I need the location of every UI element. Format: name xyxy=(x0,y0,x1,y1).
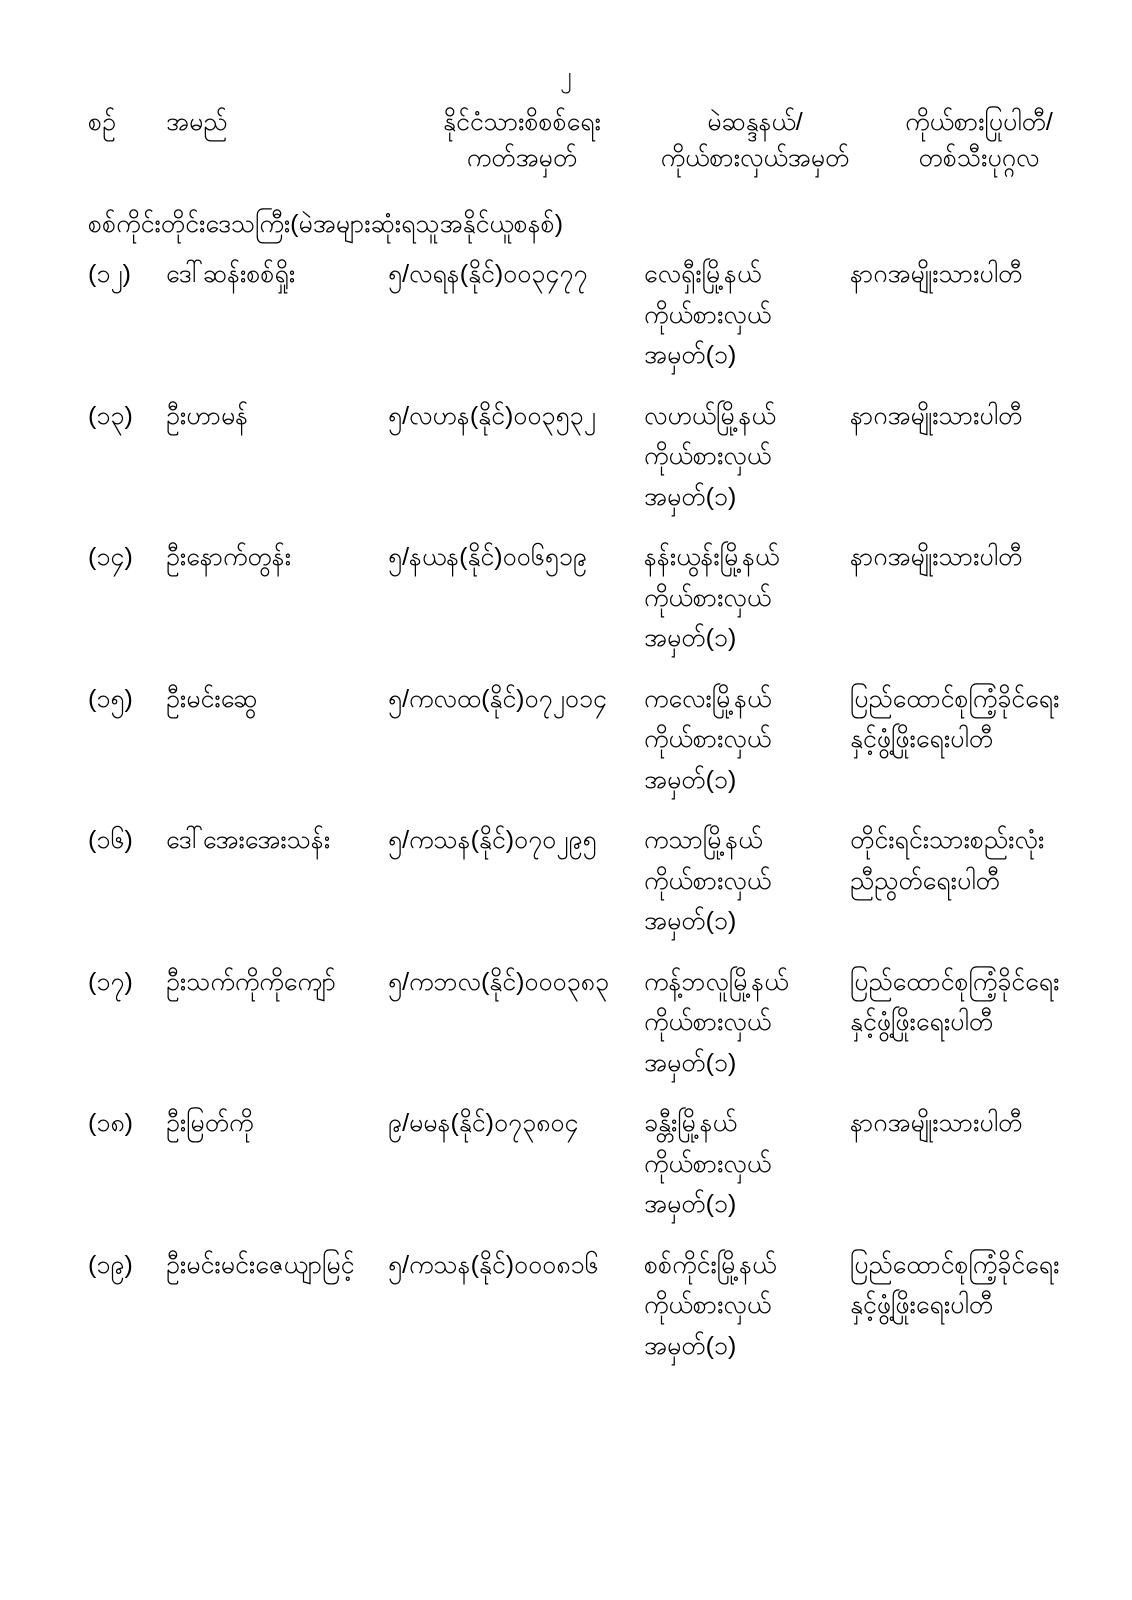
table-row xyxy=(88,679,1062,801)
row-index: (၁၂) xyxy=(88,260,131,289)
row-name: ဦးမြတ်ကို xyxy=(166,1109,254,1138)
table-row xyxy=(88,962,1062,1084)
row-constituency-line: လဟယ်မြို့နယ် xyxy=(644,401,776,430)
row-constituency xyxy=(644,396,850,518)
row-nrc: ၅/ကသန(နိုင်)၀၇၀၂၉၅ xyxy=(388,826,597,855)
row-constituency-line: စစ်ကိုင်းမြို့နယ် xyxy=(644,1250,777,1279)
row-party-line: နာဂအမျိုးသားပါတီ xyxy=(850,1109,1023,1138)
row-party-line: နာဂအမျိုးသားပါတီ xyxy=(850,401,1023,430)
row-party-line: နာဂအမျိုးသားပါတီ xyxy=(850,543,1023,572)
column-header-party-line2: တစ်သီးပုဂ္ဂလ xyxy=(918,143,1040,172)
row-index: (၁၅) xyxy=(88,684,133,713)
row-constituency-line: လေရှီးမြို့နယ် xyxy=(644,260,762,289)
row-constituency-line: အမှတ်(၁) xyxy=(644,482,737,511)
row-constituency xyxy=(644,1103,850,1225)
table-row xyxy=(88,537,1062,659)
row-index: (၁၇) xyxy=(88,967,133,996)
row-constituency-line: ကသာမြို့နယ် xyxy=(644,826,763,855)
row-constituency-line: ကိုယ်စားလှယ် xyxy=(644,1008,772,1037)
page-number: ၂ xyxy=(560,62,572,88)
row-party xyxy=(850,396,1080,437)
row-name: ဦးမင်းဆွေ xyxy=(166,684,258,713)
row-constituency xyxy=(644,1245,850,1367)
table-row xyxy=(88,820,1062,942)
table-header-row xyxy=(88,104,1062,177)
table-row xyxy=(88,1245,1062,1367)
row-party-line: နှင့်ဖွံ့ဖြိုးရေးပါတီ xyxy=(850,725,994,754)
column-header-no: စဉ် xyxy=(88,107,116,136)
column-header-party xyxy=(858,104,1094,177)
column-header-constituency-line1: မဲဆန္ဒနယ်/ xyxy=(707,107,803,136)
row-name: ဦးသက်ကိုကိုကျော် xyxy=(166,967,337,996)
row-nrc: ၅/လဟန(နိုင်)၀၀၃၅၃၂ xyxy=(388,401,596,430)
row-party-line: ညီညွတ်ရေးပါတီ xyxy=(850,866,1000,895)
row-constituency-line: ကိုယ်စားလှယ် xyxy=(644,1291,772,1320)
row-name: ဒေါ်ဆန်းစစ်ရှိုး xyxy=(166,260,296,289)
column-header-constituency-line2: ကိုယ်စားလှယ်အမှတ် xyxy=(660,143,850,172)
row-party-line: နှင့်ဖွံ့ဖြိုးရေးပါတီ xyxy=(850,1008,994,1037)
table-row xyxy=(88,396,1062,518)
row-party-line: ပြည်ထောင်စုကြံ့ခိုင်ရေး xyxy=(850,967,1060,996)
row-party-line: ပြည်ထောင်စုကြံ့ခိုင်ရေး xyxy=(850,1250,1060,1279)
row-nrc: ၉/မမန(နိုင်)၀၇၃၈၀၄ xyxy=(388,1109,579,1138)
row-nrc: ၅/ကလထ(နိုင်)၀၇၂၀၁၄ xyxy=(388,684,608,713)
row-constituency xyxy=(644,537,850,659)
table-row xyxy=(88,1103,1062,1225)
row-constituency-line: အမှတ်(၁) xyxy=(644,1190,737,1219)
row-name: ဒေါ်အေးအေးသန်း xyxy=(166,826,331,855)
row-nrc: ၅/လရန(နိုင်)၀၀၃၄၇၇ xyxy=(388,260,588,289)
column-header-name: အမည် xyxy=(166,107,228,136)
row-party xyxy=(850,537,1080,578)
row-constituency-line: အမှတ်(၁) xyxy=(644,341,737,370)
row-nrc: ၅/ကသန(နိုင်)၀၀၀၈၁၆ xyxy=(388,1250,599,1279)
row-constituency-line: ကိုယ်စားလှယ် xyxy=(644,583,772,612)
row-nrc: ၅/ကဘလ(နိုင်)၀၀၀၃၈၃ xyxy=(388,967,610,996)
row-constituency-line: ကိုယ်စားလှယ် xyxy=(644,300,772,329)
table-row xyxy=(88,254,1062,376)
row-party-line: နာဂအမျိုးသားပါတီ xyxy=(850,260,1023,289)
row-index: (၁၉) xyxy=(88,1250,133,1279)
row-name: ဦးနောက်တွန်း xyxy=(166,543,292,572)
column-header-constituency xyxy=(650,104,858,177)
row-constituency-line: ကိုယ်စားလှယ် xyxy=(644,725,772,754)
row-constituency xyxy=(644,820,850,942)
section-title: စစ်ကိုင်းတိုင်းဒေသကြီး(မဲအများဆုံးရသူအနိုင်ယူစနစ်) xyxy=(88,210,564,239)
row-party xyxy=(850,254,1080,295)
row-constituency-line: နန်းယွန်းမြို့နယ် xyxy=(644,543,780,572)
row-name: ဦးဟာမန် xyxy=(166,401,249,430)
row-index: (၁၈) xyxy=(88,1109,133,1138)
column-header-party-line1: ကိုယ်စားပြုပါတီ/ xyxy=(905,107,1053,136)
row-constituency-line: အမှတ်(၁) xyxy=(644,1331,737,1360)
column-header-nrc-line2: ကတ်အမှတ် xyxy=(466,143,578,172)
row-party xyxy=(850,962,1080,1043)
row-constituency-line: ကိုယ်စားလှယ် xyxy=(644,1149,772,1178)
row-constituency-line: အမှတ်(၁) xyxy=(644,1048,737,1077)
row-index: (၁၃) xyxy=(88,401,133,430)
row-party xyxy=(850,679,1080,760)
row-party xyxy=(850,1245,1080,1326)
row-party-line: တိုင်းရင်းသားစည်းလုံး xyxy=(850,826,1045,855)
row-constituency-line: ခန္တီးမြို့နယ် xyxy=(644,1109,737,1138)
row-party xyxy=(850,820,1080,901)
row-constituency-line: အမှတ်(၁) xyxy=(644,624,737,653)
representatives-table xyxy=(0,104,1132,1367)
column-header-nrc-line1: နိုင်ငံသားစိစစ်ရေး xyxy=(443,107,601,136)
row-constituency xyxy=(644,962,850,1084)
row-party xyxy=(850,1103,1080,1144)
row-index: (၁၆) xyxy=(88,826,133,855)
row-party-line: နှင့်ဖွံ့ဖြိုးရေးပါတီ xyxy=(850,1291,994,1320)
column-header-nrc xyxy=(388,104,650,177)
row-constituency xyxy=(644,254,850,376)
table-body xyxy=(88,254,1062,1366)
row-constituency-line: ကိုယ်စားလှယ် xyxy=(644,866,772,895)
row-constituency-line: ကန့်ဘလူမြို့နယ် xyxy=(644,967,789,996)
row-party-line: ပြည်ထောင်စုကြံ့ခိုင်ရေး xyxy=(850,684,1060,713)
row-constituency-line: ကလေးမြို့နယ် xyxy=(644,684,772,713)
row-constituency xyxy=(644,679,850,801)
row-name: ဦးမင်းမင်းဇေယျာမြင့် xyxy=(166,1250,355,1279)
row-constituency-line: အမှတ်(၁) xyxy=(644,765,737,794)
row-nrc: ၅/နယန(နိုင်)၀၀၆၅၁၉ xyxy=(388,543,587,572)
row-constituency-line: အမှတ်(၁) xyxy=(644,907,737,936)
row-index: (၁၄) xyxy=(88,543,133,572)
row-constituency-line: ကိုယ်စားလှယ် xyxy=(644,442,772,471)
